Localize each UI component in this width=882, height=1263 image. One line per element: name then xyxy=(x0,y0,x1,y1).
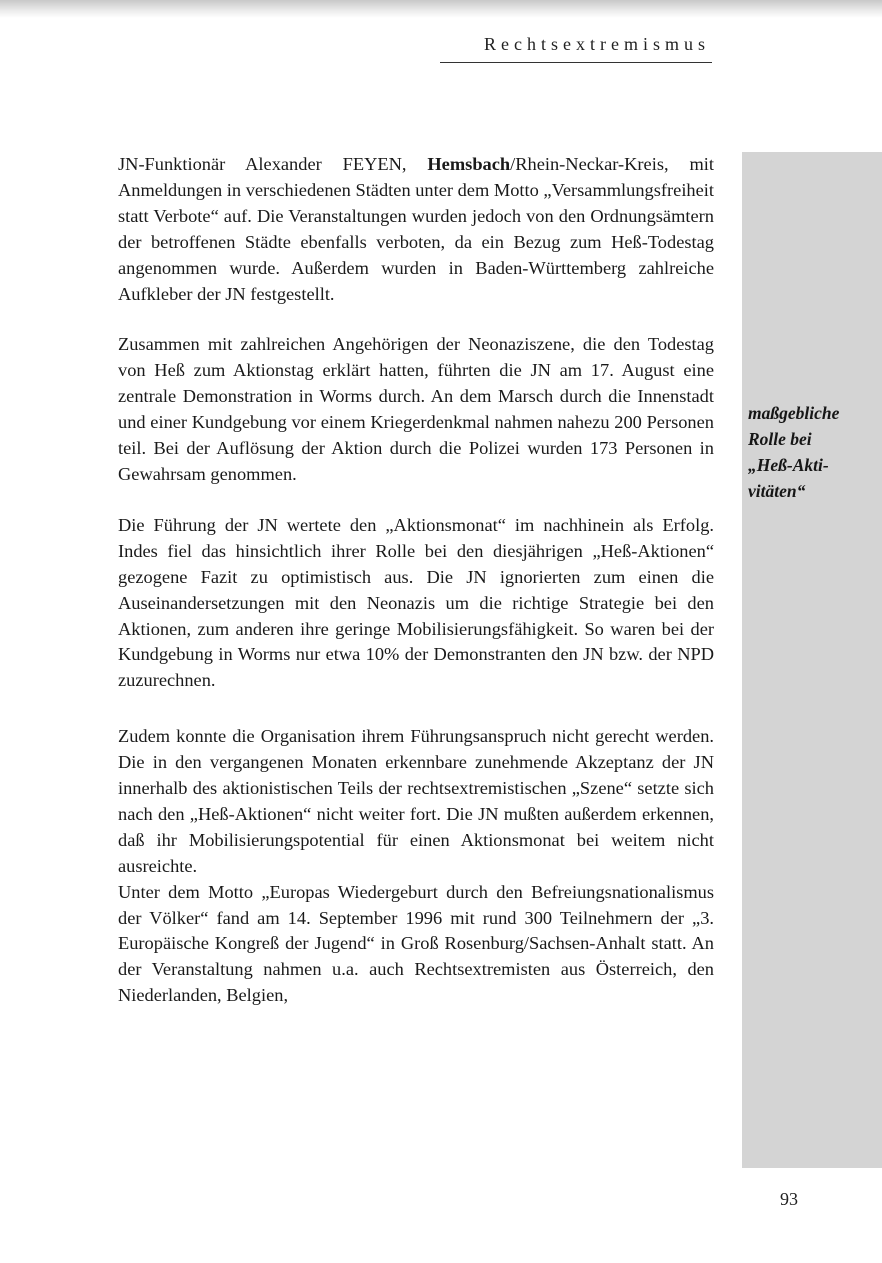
margin-note-line: maßgebliche xyxy=(748,403,840,423)
scan-edge-shadow xyxy=(0,0,882,18)
paragraph-2: Zusammen mit zahlreichen Angehörigen der Neonaziszene, die den Todestag von Heß zum Aktionstag erklärt hatten, führten die JN am 17. August eine zentrale Demonstration in Worms durch. An dem Marsch durch die Innenstadt und einer Kundgebung vor einem Kriegerdenkmal nahmen nahezu 200 Personen teil. Bei der Auflösung der Aktion durch die Polizei wurden 173 Personen in Gewahrsam genommen. xyxy=(118,334,714,484)
margin-note xyxy=(748,400,878,504)
body-text xyxy=(118,152,714,1009)
paragraph-3: Die Führung der JN wertete den „Aktionsmonat“ im nachhinein als Erfolg. Indes fiel das hinsichtlich ihrer Rolle bei den diesjährigen „Heß-Aktionen“ gezogene Fazit zu optimistisch aus. Die JN ignorierten zum einen die Auseinandersetzungen mit den Neonazis um die richtige Strategie bei den Aktionen, zum anderen ihre geringe Mobilisierungsfähigkeit. So waren bei der Kundgebung in Worms nur etwa 10% der Demonstranten den JN bzw. der NPD zuzurechnen. xyxy=(118,514,714,691)
margin-note-line: Rolle bei xyxy=(748,429,812,449)
page-number: 93 xyxy=(780,1189,798,1209)
margin-column-background xyxy=(742,152,882,1168)
paragraph-1-rest: /Rhein-Neckar-Kreis, mit Anmeldungen in verschiedenen Städten unter dem Motto „Versammlungsfreiheit statt Verbote“ auf. Die Veranstaltungen wurden jedoch von den Ordnungsämtern der betroffenen Städte ebenfalls verboten, da ein Bezug zum Heß-Todestag angenommen wurde. Außerdem wurden in Baden-Württemberg zahlreiche Aufkleber der JN festgestellt. xyxy=(118,154,715,304)
margin-note-line: „Heß-Akti- xyxy=(748,455,829,475)
margin-note-line: vitäten“ xyxy=(748,481,806,501)
paragraph-1-start: JN-Funktionär Alexander FEYEN, xyxy=(118,154,428,174)
paragraph-1 xyxy=(118,152,714,307)
header-rule xyxy=(440,62,712,63)
paragraph-5: Unter dem Motto „Europas Wiedergeburt durch den Befreiungsnationalismus der Völker“ fand am 14. September 1996 mit rund 300 Teilnehmern der „3. Europäische Kongreß der Jugend“ in Groß Rosenburg/Sachsen-Anhalt statt. An der Veranstaltung nahmen u.a. auch Rechtsextremisten aus Österreich, den Niederlanden, Belgien, xyxy=(118,881,714,1006)
paragraph-4: Zudem konnte die Organisation ihrem Führungsanspruch nicht gerecht werden. Die in den vergangenen Monaten erkennbare zunehmende Akzeptanz der JN innerhalb des aktionistischen Teils der rechtsextremistischen „Szene“ setzte sich nach den „Heß-Aktionen“ nicht weiter fort. Die JN mußten außerdem erkennen, daß ihr Mobilisierungspotential für einen Aktionsmonat bei weitem nicht ausreichte. xyxy=(118,726,714,876)
running-header: Rechtsextremismus xyxy=(484,34,710,54)
place-name-bold: Hemsbach xyxy=(427,154,511,174)
